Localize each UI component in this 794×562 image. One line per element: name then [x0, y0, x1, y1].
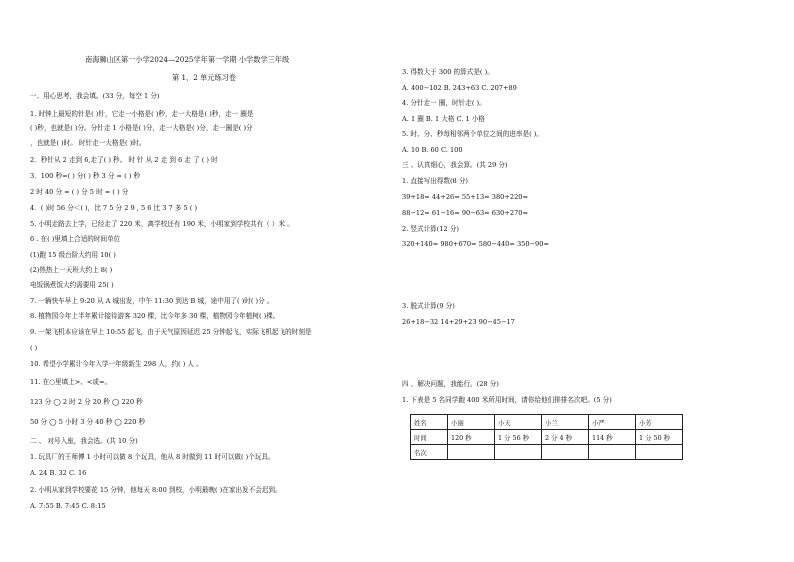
page-subtitle: 第 1、2 单元练习卷 — [172, 73, 237, 82]
section-heading: 三 、认真细心，我会算。(共 29 分) — [402, 161, 508, 169]
right-column — [400, 0, 772, 562]
table-cell: 1 分 50 秒 — [636, 430, 683, 445]
question-line: 8. 植物园今年上半年累计接待游客 320 棵，比今年多 30 棵，植物园今年植树( )棵。 — [30, 312, 280, 320]
question-line: 一、用心思考，我会填。(33 分，每空 1 分) — [30, 92, 160, 100]
table-cell — [589, 445, 636, 460]
question-line: 5. 小明走路去上学，已经走了 220 米，离学校还有 190 米，小明家到学校共有（ ）米 。 — [30, 220, 294, 228]
subsection-heading: 1. 直接写出得数(8 分) — [402, 177, 468, 185]
subsection-heading: 3. 脱式计算(9 分) — [402, 302, 455, 310]
choice-line: A. 7:55 B. 7:45 C. 8:15 — [30, 502, 106, 510]
question-line: 1. 下表是 5 名同学跑 400 米所用时间，请你给他们排排名次吧。(5 分) — [402, 396, 612, 404]
table-cell: 114 秒 — [589, 430, 636, 445]
compare-line: 50 分 ◯ 5 小时 3 分 40 秒 ◯ 220 秒 — [30, 418, 146, 426]
question-line: 3. 得数大于 300 的算式是( )。 — [402, 68, 494, 76]
question-line: 3．100 秒=( ) 分( ) 秒 3 分 = ( ) 秒 — [30, 172, 141, 180]
question-line: 1. 玩具厂的王师傅 1 小时可以做 8 个玩具，他从 8 时做到 11 时可以做( )个玩具。 — [30, 453, 275, 461]
table-cell — [448, 445, 495, 460]
question-line: 2．秒针从 2 走到 6,走了( ) 秒。 时 针 从 2 走 到 6 走 了 ( ) 时 — [30, 156, 218, 164]
calc-line: 320+140= 980+670= 580−440= 350−90= — [402, 240, 549, 248]
question-line: 4. 分针走一 圈，时针走( )。 — [402, 99, 486, 107]
question-line: ( )秒，也就是( )分。分针走 1 小格是( )分，走一大格是( )分，走一圈是( )分 — [30, 124, 253, 132]
choice-line: A. 10 B. 60 C. 100 — [402, 146, 463, 154]
choice-line: A. 24 B. 32 C. 16 — [30, 469, 87, 477]
table-cell: 小严 — [589, 415, 636, 430]
table-row — [411, 445, 683, 460]
calc-line: 26+18−32 14+29+23 90−45−17 — [402, 318, 515, 326]
choice-line: A. 1 圈 B. 1 大格 C. 1 小格 — [402, 115, 486, 123]
subsection-heading: 2. 竖式计算(12 分) — [402, 225, 459, 233]
table-cell — [495, 445, 542, 460]
question-line: 2 时 40 分 = ( ) 分 5 时 = ( ) 分 — [30, 188, 129, 196]
calc-line: 88−12= 61−16= 90−63= 630+270= — [402, 209, 528, 217]
question-line: 11. 在○里填上>、<或=。 — [30, 378, 112, 386]
table-cell: 1 分 56 秒 — [495, 430, 542, 445]
table-cell: 120 秒 — [448, 430, 495, 445]
question-line: (1)跑 15 级台阶大约用 10( ) — [30, 251, 116, 259]
question-line: ，也就是( )时。 时针走一大格是( )时。 — [30, 139, 146, 147]
left-column — [30, 0, 400, 562]
table-cell: 时间 — [411, 430, 448, 445]
table-row — [411, 430, 683, 445]
question-line: 10. 希望小学累计今年入学一年级新生 298 人，约( ) 人 。 — [30, 360, 203, 368]
question-line: 1. 时钟上最短的针是( )针，它走一小格是( )秒，走一大格是( )秒，走一 圈是 — [30, 110, 254, 118]
page-title: 南海狮山区第一小学2024—2025学年第一学期 小学数学三年级 — [85, 55, 290, 64]
section-heading: 四 、解决问题，我能行。(28 分) — [402, 380, 499, 388]
choice-line: A. 400−102 B. 243+63 C. 207+89 — [402, 84, 517, 92]
table-row — [411, 415, 683, 430]
table-cell — [636, 445, 683, 460]
table-cell — [542, 445, 589, 460]
section-heading: 二 、 对号入座，我会选。(共 10 分) — [30, 437, 138, 445]
table-cell: 2 分 4 秒 — [542, 430, 589, 445]
table-cell: 小天 — [495, 415, 542, 430]
calc-line: 39+18= 44+26= 55+13= 380+220= — [402, 193, 528, 201]
question-line: 9. 一架飞机本应该在早上 10:55 起飞，由于天气原因延迟 25 分钟起飞，实际飞机起飞的时刻是 — [30, 328, 312, 336]
table-cell: 名次 — [411, 445, 448, 460]
question-line: 7. 一辆快车早上 9:20 从 A 城出发，中午 11:30 到达 B 城，途中用了( )时( )分 。 — [30, 297, 274, 305]
question-line: 4．( )时 56 分＜( )，比 7 5 分 2 9 , 5 6 比 3 7 多 5 ( ) — [30, 204, 198, 212]
question-line: ( ) — [30, 344, 38, 352]
ranking-table — [410, 414, 683, 460]
compare-line: 123 分 ◯ 2 时 2 分 20 秒 ◯ 220 秒 — [30, 398, 143, 406]
question-line: 5. 时、分、秒每相邻两个单位之间的进率是( )。 — [402, 130, 543, 138]
question-line: (2)热热上一天班大约上 8( ) — [30, 266, 113, 274]
table-cell: 小芳 — [636, 415, 683, 430]
question-line: 6 . 在( )里填上合适的时间单位 — [30, 235, 121, 243]
table-cell: 小兰 — [542, 415, 589, 430]
question-line: 2. 小明从家到学校要花 15 分钟，他每天 8:00 到校，小明最晚( )在家出发不会迟到。 — [30, 486, 282, 494]
table-cell: 姓名 — [411, 415, 448, 430]
table-cell: 小丽 — [448, 415, 495, 430]
question-line: 电饭锅煮饭大约需要用 25( ) — [30, 281, 114, 289]
